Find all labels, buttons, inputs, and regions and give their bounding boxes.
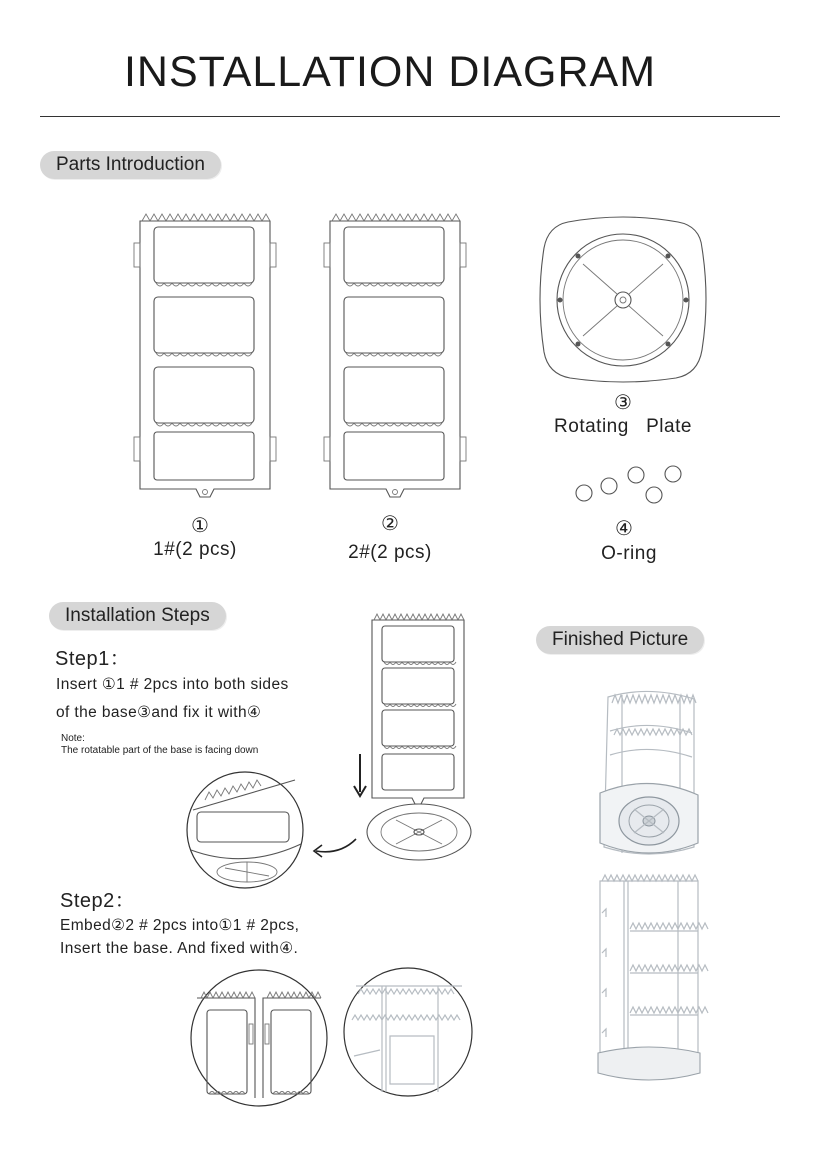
part-4-label: O-ring <box>601 543 657 564</box>
installation-steps-header: Installation Steps <box>49 602 226 630</box>
part-1-number: ① <box>191 515 209 537</box>
parts-introduction-header: Parts Introduction <box>40 151 221 179</box>
part-3-number: ③ <box>614 392 632 414</box>
step-2-heading: Step2： <box>60 890 136 912</box>
step-1-note-text: The rotatable part of the base is facing down <box>61 745 259 756</box>
step-2-line-2: Insert the base. And fixed with④. <box>60 940 299 957</box>
step-2-detail-circle-1 <box>189 968 329 1108</box>
panel-1-drawing <box>130 207 280 497</box>
step-1-detail-circle <box>185 770 305 890</box>
page-title: INSTALLATION DIAGRAM <box>123 48 657 96</box>
step-1-base-drawing <box>364 800 474 870</box>
title-divider <box>40 116 780 117</box>
part-4-number: ④ <box>615 518 633 540</box>
step-1-heading: Step1： <box>55 648 131 670</box>
o-ring-drawing <box>573 465 693 505</box>
rotating-plate-drawing <box>538 214 708 384</box>
part-2-number: ② <box>381 513 399 535</box>
part-1-label: 1#(2 pcs) <box>153 539 237 560</box>
finished-picture-standing-view <box>594 873 704 1088</box>
part-3-label: Rotating Plate <box>554 416 692 437</box>
finished-picture-tilted-view <box>594 683 704 868</box>
step-2-line-1: Embed②2 # 2pcs into①1 # 2pcs, <box>60 917 300 934</box>
finished-picture-header: Finished Picture <box>536 626 704 654</box>
panel-2-drawing <box>320 207 470 497</box>
curved-arrow-icon <box>310 835 360 865</box>
step-1-line-2: of the base③and fix it with④ <box>56 704 262 721</box>
step-2-detail-circle-2 <box>342 966 474 1098</box>
step-1-note-title: Note: <box>61 733 85 744</box>
step-1-panel-drawing <box>364 608 474 808</box>
step-1-line-1: Insert ①1 # 2pcs into both sides <box>56 676 289 693</box>
part-2-label: 2#(2 pcs) <box>348 542 432 563</box>
